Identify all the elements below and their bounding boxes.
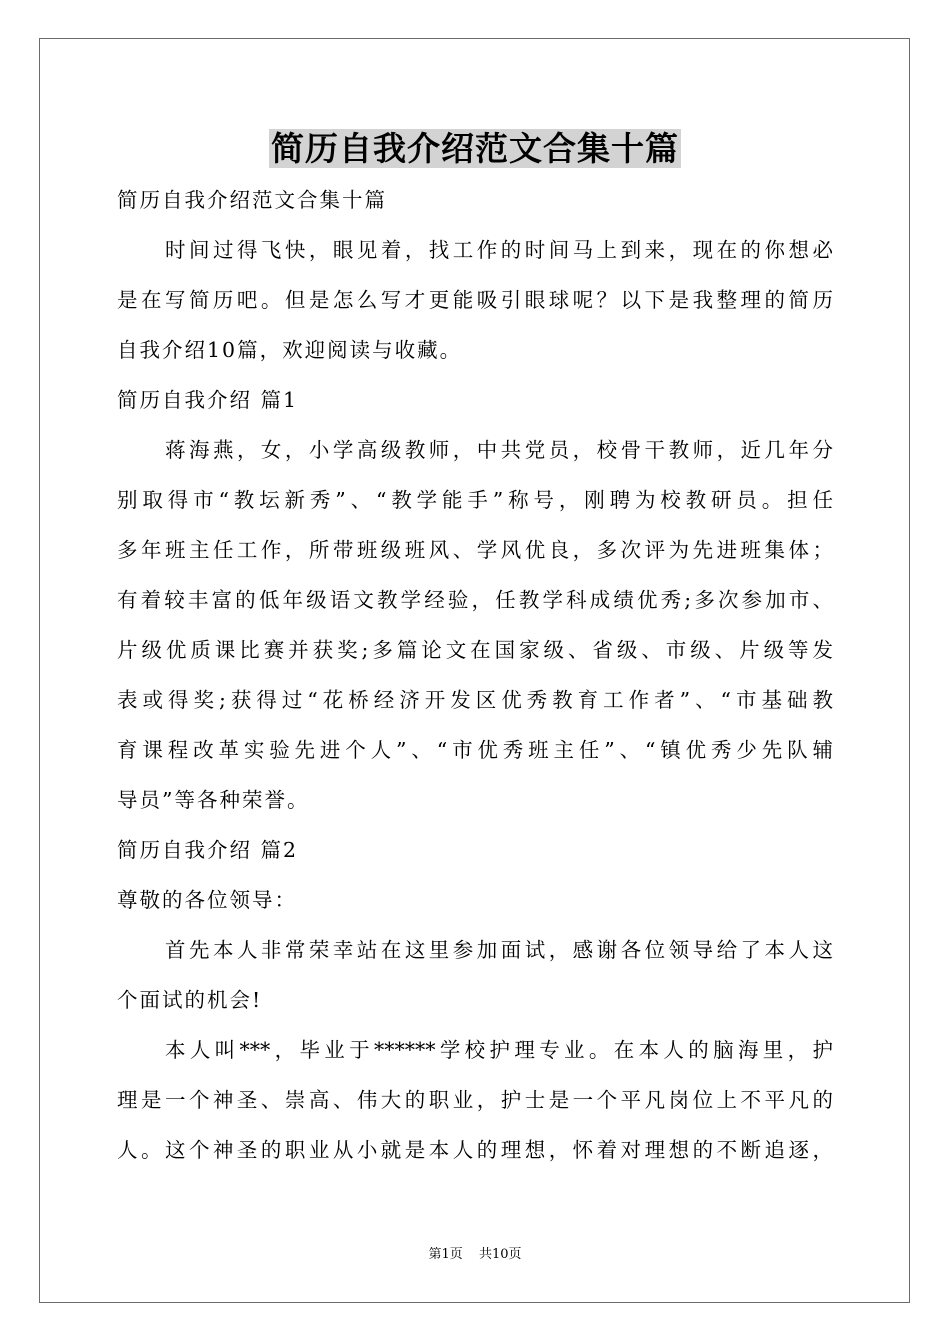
paragraph-line: 人。这个神圣的职业从小就是本人的理想，怀着对理想的不断追逐， (117, 1138, 833, 1162)
paragraph-line: 表或得奖;获得过“花桥经济开发区优秀教育工作者”、“市基础教 (117, 688, 833, 712)
section-heading: 简历自我介绍 篇2 (117, 838, 299, 862)
paragraph-line: 本人叫***，毕业于******学校护理专业。在本人的脑海里，护 (165, 1038, 833, 1062)
paragraph-line: 个面试的机会! (117, 988, 263, 1012)
paragraph-line: 是在写简历吧。但是怎么写才更能吸引眼球呢？以下是我整理的简历 (117, 288, 833, 312)
section-heading: 简历自我介绍 篇1 (117, 388, 299, 412)
page-number: 第1页 (428, 1247, 463, 1262)
document-title-text: 简历自我介绍范文合集十篇 (271, 129, 679, 168)
paragraph-line: 蒋海燕，女，小学高级教师，中共党员，校骨干教师，近几年分 (165, 438, 833, 462)
paragraph-line: 理是一个神圣、崇高、伟大的职业，护士是一个平凡岗位上不平凡的 (117, 1088, 833, 1112)
page-footer (0, 1245, 950, 1265)
paragraph-line: 片级优质课比赛并获奖;多篇论文在国家级、省级、市级、片级等发 (117, 638, 833, 662)
paragraph-line: 时间过得飞快，眼见着，找工作的时间马上到来，现在的你想必 (165, 238, 833, 262)
subtitle-line: 简历自我介绍范文合集十篇 (117, 188, 387, 212)
paragraph-line: 别取得市“教坛新秀”、“教学能手”称号，刚聘为校教研员。担任 (117, 488, 833, 512)
paragraph-line: 育课程改革实验先进个人”、“市优秀班主任”、“镇优秀少先队辅 (117, 738, 833, 762)
paragraph-line: 导员”等各种荣誉。 (117, 788, 310, 812)
paragraph-line: 多年班主任工作，所带班级班风、学风优良，多次评为先进班集体； (117, 538, 833, 562)
paragraph-line: 首先本人非常荣幸站在这里参加面试，感谢各位领导给了本人这 (165, 938, 833, 962)
paragraph-line: 有着较丰富的低年级语文教学经验，任教学科成绩优秀;多次参加市、 (117, 588, 833, 612)
paragraph-line: 自我介绍10篇，欢迎阅读与收藏。 (117, 338, 463, 362)
page-total: 共10页 (478, 1247, 522, 1262)
document-body (117, 175, 833, 1175)
salutation-line: 尊敬的各位领导： (117, 888, 297, 912)
document-title (0, 124, 950, 174)
